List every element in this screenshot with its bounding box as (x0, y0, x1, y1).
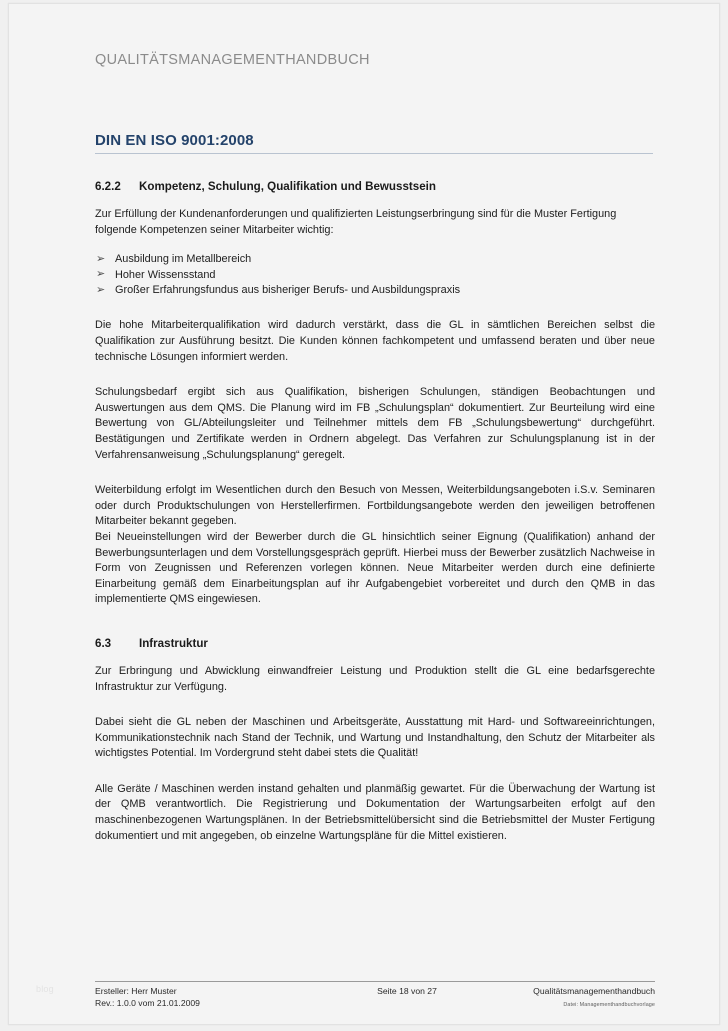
footer-file-name: Datei: Managementhandbuchvorlage (563, 1001, 655, 1008)
paragraph-geraete-wartung: Alle Geräte / Maschinen werden instand gehalten und planmäßig gewartet. Für die Überwachung der Wartung ist der QMB verantwortlich. Die Registrierung und Dokumentation der Wartungsarbeiten erfolgt auf den maschinenbezogenen Wartungsplänen. In der Betriebsmittelübersicht sind die Betriebsmittel der Muster Fertigung dokumentiert und mit angegeben, ob einzelne Wartungspläne für die Mittel existieren. (95, 782, 655, 842)
arrow-bullet-icon: ➢ (96, 283, 106, 296)
section-heading-6-3 (95, 637, 655, 650)
paragraph-ausstattung: Dabei sieht die GL neben der Maschinen und Arbeitsgeräte, Ausstattung mit Hard- und Softwareeinrichtungen, Kommunikationstechnik nach Stand der Technik, und Wartung und Instandhaltung, den Schutz der Mitarbeiter als wichtigstes Potential. Im Vordergrund steht dabei stets die Qualität! (95, 716, 655, 760)
list-item-label: Großer Erfahrungsfundus aus bisheriger Berufs- und Ausbildungspraxis (115, 284, 461, 296)
footer-columns (95, 986, 655, 1011)
paragraph-schulungsbedarf: Schulungsbedarf ergibt sich aus Qualifikation, bisherigen Schulungen, ständigen Beobachtungen und Auswertungen aus dem QMS. Die Planung wird im FB „Schulungsplan“ dokumentiert. Zur Beurteilung wird eine Bewertung von GL/Abteilungsleiter und Teilnehmer mittels dem FB „Schulungsbewertung“ durchgeführt. Bestätigungen und Zertifikate werden in Ordnern abgelegt. Das Verfahren zur Schulungsplanung ist in der Verfahrensanweisung „Schulungsplanung“ geregelt. (95, 386, 655, 461)
header-title: QUALITÄTSMANAGEMENTHANDBUCH (95, 52, 370, 68)
document-body (95, 180, 655, 858)
paragraph-intro-kompetenzen: Zur Erfüllung der Kundenanforderungen und qualifizierten Leistungserbringung sind für die Muster Fertigung folgende Kompetenzen seiner Mitarbeiter wichtig: (95, 208, 617, 236)
footer-center-column (327, 986, 487, 998)
footer-revision: Rev.: 1.0.0 vom 21.01.2009 (95, 997, 200, 1008)
section-title-6-2-2: Kompetenz, Schulung, Qualifikation und Bewusstsein (139, 180, 436, 193)
list-item (95, 283, 655, 298)
list-item-label: Hoher Wissensstand (115, 268, 216, 281)
footer-left-column (95, 986, 327, 1009)
document-header (95, 52, 655, 68)
section-number-6-3: 6.3 (95, 636, 112, 650)
list-item (95, 268, 655, 283)
footer-creator: Ersteller: Herr Muster (95, 986, 177, 996)
document-page (8, 3, 720, 1025)
list-item (95, 252, 655, 267)
paragraph-mitarbeiterqualifikation: Die hohe Mitarbeiterqualifikation wird dadurch verstärkt, dass die GL in sämtlichen Bereichen selbst die Qualifikation zur Ausführung besitzt. Die Kunden können fachkompetent und umfassend beraten und über neue technische Lösungen informiert werden. (95, 319, 655, 363)
watermark-label: blog (36, 984, 54, 994)
document-footer (95, 981, 655, 1011)
list-item-label: Ausbildung im Metallbereich (115, 253, 252, 266)
section-number-6-2-2: 6.2.2 (95, 180, 121, 193)
section-heading-6-2-2 (95, 180, 655, 193)
page-content-area (9, 4, 719, 1024)
spacer (95, 622, 655, 637)
paragraph-erbringung-abwicklung: Zur Erbringung und Abwicklung einwandfreier Leistung und Produktion stellt die GL eine bedarfsgerechte Infrastruktur zur Verfügung. (95, 664, 655, 693)
paragraph-weiterbildung: Weiterbildung erfolgt im Wesentlichen durch den Besuch von Messen, Weiterbildungsangeboten i.S.v. Seminaren oder durch Produktschulungen von Herstellerfirmen. Fortbildungsangebote werden den jeweiligen betroffenen Mitarbeiter bekannt gegeben. (95, 484, 655, 528)
footer-divider (95, 981, 655, 982)
norm-heading-block (95, 132, 653, 154)
norm-divider (95, 153, 653, 154)
kompetenzen-list (95, 252, 655, 298)
section-title-6-3: Infrastruktur (139, 636, 208, 650)
footer-document-title: Qualitätsmanagementhandbuch (533, 986, 655, 996)
paragraph-neueinstellungen: Bei Neueinstellungen wird der Bewerber durch die GL hinsichtlich seiner Eignung (Qualifikation) anhand der Bewerbungsunterlagen und dem Vorstellungsgespräch geprüft. Hierbei muss der Bewerber zusätzlich Nachweise in Form von Zeugnissen und Referenzen vorlegen können. Neue Mitarbeiter werden durch eine definierte Einarbeitung gemäß dem Einarbeitungsplan auf ihr Aufgabengebiet vorbereitet und durch den QMB in das implementierte QMS eingewiesen. (95, 530, 655, 606)
arrow-bullet-icon: ➢ (96, 268, 106, 281)
norm-title: DIN EN ISO 9001:2008 (95, 132, 254, 149)
arrow-bullet-icon: ➢ (96, 252, 106, 265)
footer-right-column (487, 986, 655, 1011)
footer-page-number: Seite 18 von 27 (377, 986, 437, 996)
